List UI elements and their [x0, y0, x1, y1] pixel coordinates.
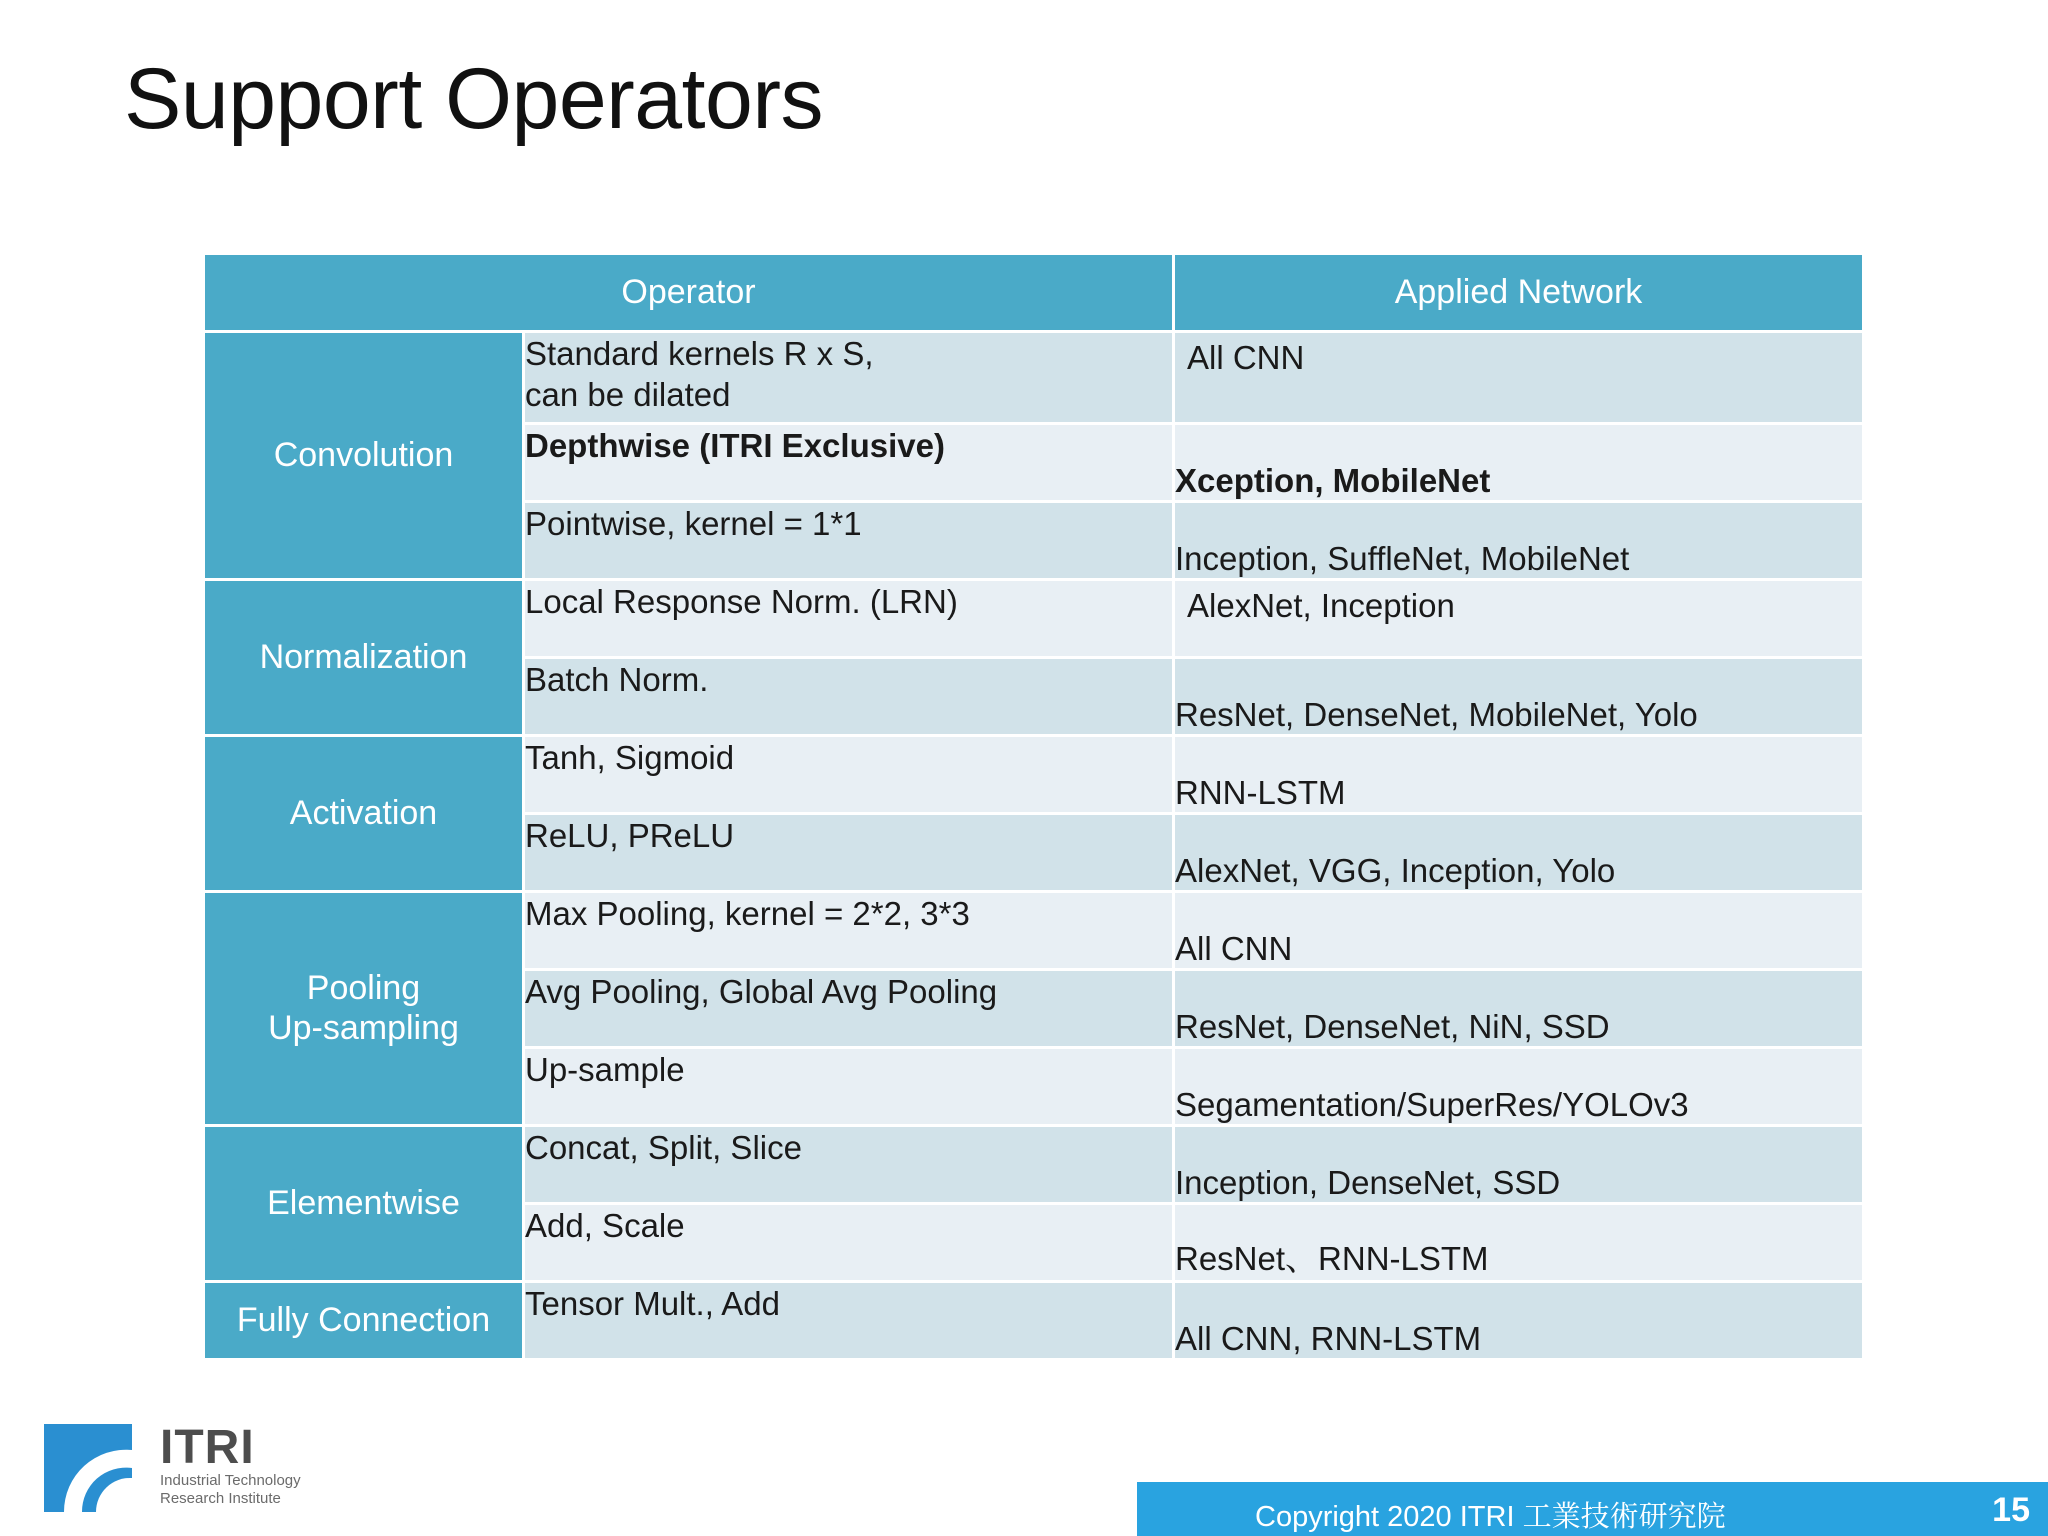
network-cell: ResNet, DenseNet, MobileNet, Yolo — [1174, 658, 1864, 736]
category-elementwise: Elementwise — [204, 1126, 524, 1282]
footer-copyright: Copyright 2020 ITRI 工業技術研究院 — [1255, 1501, 1726, 1533]
logo-line-2: Research Institute — [160, 1490, 281, 1507]
footer-bar — [1137, 1482, 2048, 1536]
category-convolution: Convolution — [204, 332, 524, 580]
operator-cell: Add, Scale — [524, 1204, 1174, 1282]
table-row — [204, 580, 1864, 658]
logo-name: ITRI — [160, 1421, 255, 1474]
operator-cell: Pointwise, kernel = 1*1 — [524, 502, 1174, 580]
category-pooling-upsampling: Pooling Up-sampling — [204, 892, 524, 1126]
network-cell: AlexNet, Inception — [1174, 580, 1864, 658]
network-cell: Inception, DenseNet, SSD — [1174, 1126, 1864, 1204]
network-cell: All CNN, RNN-LSTM — [1174, 1282, 1864, 1360]
header-applied-network: Applied Network — [1174, 254, 1864, 332]
network-cell: Segamentation/SuperRes/YOLOv3 — [1174, 1048, 1864, 1126]
page-title: Support Operators — [124, 51, 823, 147]
operator-cell-highlight: Depthwise (ITRI Exclusive) — [524, 424, 1174, 502]
operator-cell: Local Response Norm. (LRN) — [524, 580, 1174, 658]
operator-cell: Tensor Mult., Add — [524, 1282, 1174, 1360]
network-cell-highlight: Xception, MobileNet — [1174, 424, 1864, 502]
category-activation: Activation — [204, 736, 524, 892]
network-cell: AlexNet, VGG, Inception, Yolo — [1174, 814, 1864, 892]
category-fully-connection: Fully Connection — [204, 1282, 524, 1360]
table-row — [204, 892, 1864, 970]
table-row — [204, 736, 1864, 814]
category-normalization: Normalization — [204, 580, 524, 736]
operator-cell: ReLU, PReLU — [524, 814, 1174, 892]
table-row — [204, 1126, 1864, 1204]
table-row — [204, 1282, 1864, 1360]
operator-cell: Batch Norm. — [524, 658, 1174, 736]
operator-cell: Avg Pooling, Global Avg Pooling — [524, 970, 1174, 1048]
operator-cell: Standard kernels R x S, can be dilated — [524, 332, 1174, 424]
network-cell: ResNet、RNN-LSTM — [1174, 1204, 1864, 1282]
operator-cell: Up-sample — [524, 1048, 1174, 1126]
network-cell: All CNN — [1174, 892, 1864, 970]
logo-text — [160, 1421, 301, 1508]
operator-cell: Max Pooling, kernel = 2*2, 3*3 — [524, 892, 1174, 970]
logo-line-1: Industrial Technology — [160, 1472, 301, 1489]
table-row — [204, 332, 1864, 424]
table-header-row — [204, 254, 1864, 332]
operator-cell: Tanh, Sigmoid — [524, 736, 1174, 814]
network-cell: RNN-LSTM — [1174, 736, 1864, 814]
page-number: 15 — [1992, 1491, 2030, 1529]
itri-logo — [44, 1421, 344, 1514]
itri-logo-icon — [44, 1424, 132, 1512]
network-cell: All CNN — [1174, 332, 1864, 424]
operator-cell: Concat, Split, Slice — [524, 1126, 1174, 1204]
network-cell: Inception, SuffleNet, MobileNet — [1174, 502, 1864, 580]
header-operator: Operator — [204, 254, 1174, 332]
operators-table — [202, 252, 1865, 1361]
network-cell: ResNet, DenseNet, NiN, SSD — [1174, 970, 1864, 1048]
